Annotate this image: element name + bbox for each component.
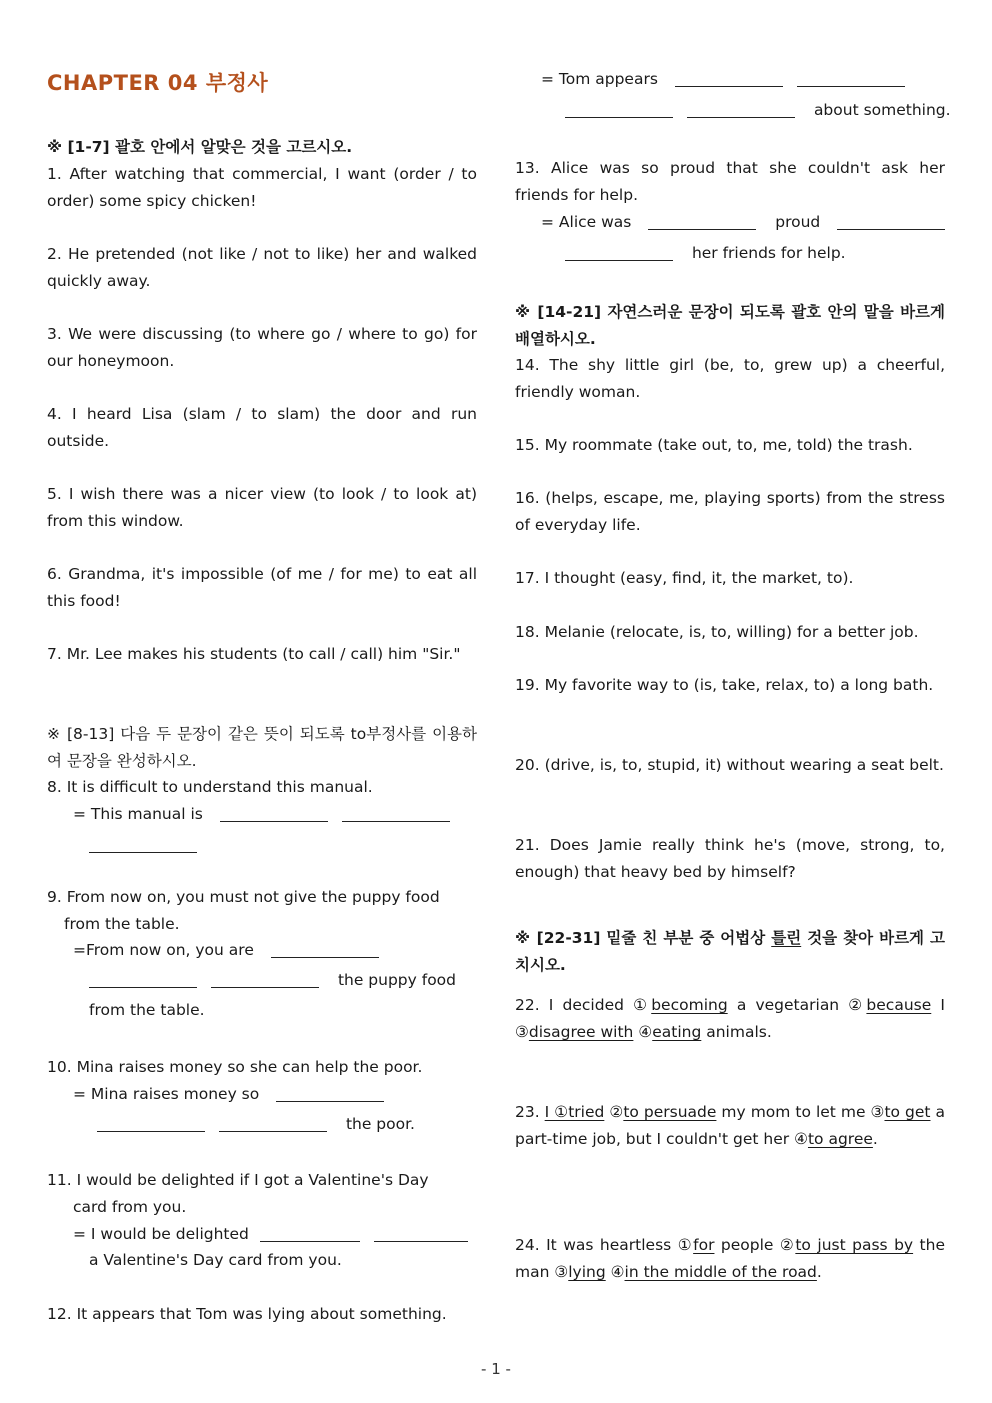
- question-6: 6. Grandma, it's impossible (of me / for me) to eat all this food!: [47, 565, 477, 610]
- question-23-text: 23.: [515, 1103, 545, 1121]
- question-13: 13. Alice was so proud that she couldn't ask her friends for help.: [515, 159, 945, 204]
- question-9-rewrite: [47, 937, 503, 964]
- question-23-text: ②: [604, 1103, 624, 1121]
- question-24-text: ④: [605, 1263, 625, 1281]
- question-24-text: .: [816, 1263, 822, 1281]
- question-13-rewrite: [515, 209, 971, 236]
- underlined-option-3: lying: [568, 1263, 606, 1281]
- question-12-tail: about something.: [813, 101, 951, 119]
- question-8: 8. It is difficult to understand this manual.: [47, 778, 373, 796]
- question-22: [515, 992, 945, 1046]
- underlined-option-2: to persuade: [623, 1103, 717, 1121]
- answer-blank[interactable]: [342, 805, 450, 822]
- question-2: 2. He pretended (not like / not to like) her and walked quickly away.: [47, 245, 477, 290]
- question-22-text: 22. I decided ①: [515, 996, 652, 1014]
- question-9-cont: from the table.: [64, 915, 180, 933]
- question-9: 9. From now on, you must not give the puppy food: [47, 888, 440, 906]
- question-11-rewrite-text: = I would be delighted: [73, 1225, 249, 1243]
- question-10: 10. Mina raises money so she can help the poor.: [47, 1058, 423, 1076]
- question-12-rewrite: [515, 66, 971, 93]
- question-22-text: I ③: [515, 996, 945, 1041]
- question-13-rewrite-text: = Alice was: [541, 213, 632, 231]
- question-9-tail: the puppy food: [337, 971, 457, 989]
- underlined-option-2: to just pass by: [795, 1236, 914, 1254]
- answer-blank[interactable]: [260, 1225, 360, 1242]
- question-24-text: the man ③: [515, 1236, 945, 1281]
- page-number: - 1 -: [481, 1360, 511, 1378]
- question-14: 14. The shy little girl (be, to, grew up) a cheerful, friendly woman.: [515, 356, 945, 401]
- answer-blank[interactable]: [687, 101, 795, 118]
- question-8-rewrite-text: = This manual is: [73, 805, 203, 823]
- question-23: [515, 1099, 945, 1153]
- answer-blank[interactable]: [271, 941, 379, 958]
- question-1: 1. After watching that commercial, I want (order / to order) some spicy chicken!: [47, 165, 477, 210]
- question-11-cont: card from you.: [73, 1198, 187, 1216]
- question-24-text: people ②: [714, 1236, 796, 1254]
- question-4: 4. I heard Lisa (slam / to slam) the door and run outside.: [47, 405, 477, 450]
- question-24: [515, 1232, 945, 1286]
- question-10-tail: the poor.: [345, 1115, 415, 1133]
- underlined-option-1: becoming: [651, 996, 728, 1014]
- answer-blank[interactable]: [675, 70, 783, 87]
- question-23-text: my mom to let me ③: [716, 1103, 885, 1121]
- answer-blank[interactable]: [837, 213, 945, 230]
- answer-blank[interactable]: [211, 971, 319, 988]
- question-23-text: .: [872, 1130, 878, 1148]
- underlined-option-3: disagree with: [528, 1023, 634, 1041]
- section-header-underlined: 틀린: [771, 929, 802, 947]
- answer-blank[interactable]: [797, 70, 905, 87]
- question-19: 19. My favorite way to (is, take, relax, to) a long bath.: [515, 676, 934, 694]
- question-15: 15. My roommate (take out, to, me, told) the trash.: [515, 436, 913, 454]
- underlined-option-4: to agree: [807, 1130, 873, 1148]
- underlined-option-1: I ①tried: [544, 1103, 605, 1121]
- question-18: 18. Melanie (relocate, is, to, willing) for a better job.: [515, 623, 919, 641]
- question-5: 5. I wish there was a nicer view (to look / to look at) from this window.: [47, 485, 477, 530]
- section-header-text: ※ [22-31] 밑줄 친 부분 중 어법상: [515, 929, 772, 947]
- answer-blank[interactable]: [220, 805, 328, 822]
- question-11: 11. I would be delighted if I got a Valentine's Day: [47, 1171, 429, 1189]
- question-7: 7. Mr. Lee makes his students (to call / call) him "Sir.": [47, 645, 461, 663]
- answer-blank[interactable]: [276, 1085, 384, 1102]
- chapter-title: CHAPTER 04 부정사: [47, 71, 269, 95]
- underlined-option-4: in the middle of the road: [624, 1263, 817, 1281]
- question-9-rewrite-text: =From now on, you are: [73, 941, 254, 959]
- question-11-tail: a Valentine's Day card from you.: [89, 1251, 342, 1269]
- question-8-rewrite-line2: [47, 832, 519, 859]
- question-12-rewrite-text: = Tom appears: [541, 70, 658, 88]
- answer-blank[interactable]: [89, 971, 197, 988]
- answer-blank[interactable]: [648, 213, 756, 230]
- question-11-rewrite: [47, 1221, 503, 1248]
- question-22-text: a vegetarian ②: [727, 996, 867, 1014]
- question-12-rewrite-line2: [515, 97, 992, 124]
- section-header-22-31: [515, 925, 945, 979]
- section-header-text: 것을 찾아 바르게 고치시오.: [515, 929, 945, 974]
- underlined-option-4: eating: [652, 1023, 702, 1041]
- question-12: 12. It appears that Tom was lying about something.: [47, 1305, 447, 1323]
- underlined-option-2: because: [866, 996, 932, 1014]
- underlined-option-3: to get: [884, 1103, 931, 1121]
- question-3: 3. We were discussing (to where go / where to go) for our honeymoon.: [47, 325, 477, 370]
- answer-blank[interactable]: [565, 101, 673, 118]
- answer-blank[interactable]: [565, 244, 673, 261]
- question-10-rewrite: [47, 1081, 503, 1108]
- answer-blank[interactable]: [219, 1115, 327, 1132]
- question-22-text: animals.: [701, 1023, 772, 1041]
- question-13-tail: her friends for help.: [691, 244, 846, 262]
- question-10-rewrite-text: = Mina raises money so: [73, 1085, 260, 1103]
- underlined-option-1: for: [693, 1236, 715, 1254]
- answer-blank[interactable]: [374, 1225, 468, 1242]
- question-23-text: a part-time job, but I couldn't get her ④: [515, 1103, 946, 1148]
- answer-blank[interactable]: [97, 1115, 205, 1132]
- question-10-rewrite-line2: [47, 1111, 527, 1138]
- question-9-tail2: from the table.: [89, 1001, 205, 1019]
- question-24-text: 24. It was heartless ①: [515, 1236, 694, 1254]
- question-13-rewrite-line2: [515, 240, 992, 267]
- section-header-14-21: ※ [14-21] 자연스러운 문장이 되도록 괄호 안의 말을 바르게 배열하시오.: [515, 303, 945, 348]
- question-16: 16. (helps, escape, me, playing sports) from the stress of everyday life.: [515, 489, 945, 534]
- question-22-text: ④: [633, 1023, 653, 1041]
- section-header-8-13: ※ [8-13] 다음 두 문장이 같은 뜻이 되도록 to부정사를 이용하여 문장을 완성하시오.: [47, 725, 477, 770]
- question-17: 17. I thought (easy, find, it, the market, to).: [515, 569, 854, 587]
- answer-blank[interactable]: [89, 836, 197, 853]
- question-21: 21. Does Jamie really think he's (move, strong, to, enough) that heavy bed by himself?: [515, 836, 945, 881]
- question-8-rewrite: [47, 801, 503, 828]
- question-9-rewrite-line2: [47, 967, 519, 994]
- question-20: 20. (drive, is, to, stupid, it) without wearing a seat belt.: [515, 756, 944, 774]
- question-13-mid: proud: [775, 213, 821, 231]
- section-header-1-7: ※ [1-7] 괄호 안에서 알맞은 것을 고르시오.: [47, 138, 353, 156]
